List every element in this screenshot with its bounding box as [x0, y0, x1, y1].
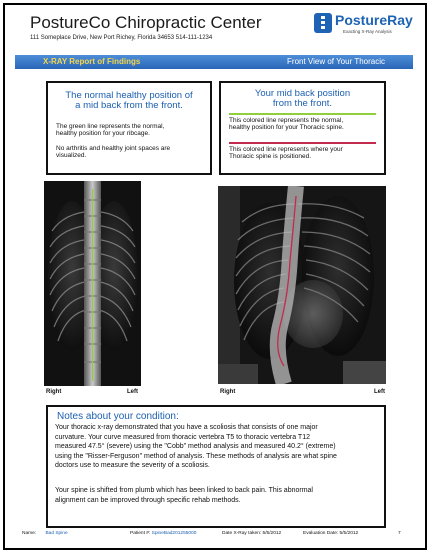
patient-box-text1-line1: This colored line represents the normal, — [229, 117, 344, 124]
footer-name-value: Bad Spine — [45, 531, 68, 536]
footer-patient-label: Patient #: — [130, 531, 151, 536]
normal-line-swatch — [229, 113, 376, 115]
spine-line-swatch — [229, 142, 376, 144]
patient-box-text1 — [229, 117, 344, 131]
notes-p2-line1: Your spine is shifted from plumb which has been linked to back pain. This abnormal — [55, 487, 313, 494]
normal-box-text2-line2: visualized. — [56, 152, 87, 159]
clinic-address: 111 Someplace Drive, New Port Richey, Florida 34653 514-111-1234 — [30, 35, 213, 41]
footer-xray-date: Date X-Ray taken: 5/5/2012 — [222, 531, 282, 536]
patient-xray-image — [218, 186, 386, 384]
banner-subtitle: Front View of Your Thoracic — [287, 57, 385, 66]
notes-title: Notes about your condition: — [57, 411, 179, 422]
footer-page-number: 7 — [398, 531, 401, 536]
normal-box-title-line2: a mid back from the front. — [75, 100, 183, 111]
notes-paragraph-2 — [55, 486, 381, 505]
banner-title: X-RAY Report of Findings — [43, 57, 141, 66]
notes-p1-line5: doctors use to measure the severity of a scoliosis. — [55, 462, 210, 470]
normal-box-text2-line1: No arthritis and healthy joint spaces are — [56, 145, 171, 152]
normal-position-box — [46, 81, 212, 175]
condition-notes-box — [46, 405, 386, 528]
logo-tagline: Exacting X-Ray Analysis — [343, 29, 392, 34]
patient-box-title-line1: Your mid back position — [254, 88, 351, 99]
spine-logo-icon — [313, 12, 333, 34]
footer-name — [22, 531, 68, 536]
notes-p1-line1: Your thoracic x-ray demonstrated that you have a scoliosis that consists of one major — [55, 424, 318, 431]
notes-p2-line2: alignment can be improved through specific rehab methods. — [55, 496, 241, 504]
normal-box-text1-line2: healthy position for your ribcage. — [56, 130, 150, 137]
patient-box-text2-line2: Thoracic spine is positioned. — [229, 153, 312, 160]
logo-wordmark: PostureRay — [335, 12, 413, 28]
normal-xray-right-label: Right — [46, 389, 62, 395]
posture-ray-logo — [313, 12, 413, 38]
patient-box-title-line2: from the front. — [272, 98, 333, 109]
normal-box-text1-line1: The green line represents the normal, — [56, 123, 165, 130]
footer-patient-value: SpineBad201255000 — [151, 531, 197, 536]
normal-box-title — [48, 91, 210, 111]
normal-box-text1 — [56, 123, 164, 137]
normal-box-title-line1: The normal healthy position of — [65, 90, 193, 101]
notes-p1-line4: using the "Risser-Ferguson" method of analysis. These methods of analysis are what spine — [55, 452, 337, 460]
notes-p1-line2: curvature. Your curve measured from thoracic vertebra T5 to thoracic vertebra T12 — [55, 433, 310, 441]
patient-box-text2-line1: This colored line represents where your — [229, 146, 343, 153]
normal-xray-image — [44, 181, 141, 386]
patient-box-title — [221, 89, 384, 109]
footer-eval-date: Evaluation Date: 5/5/2012 — [303, 531, 359, 536]
notes-paragraph-1 — [55, 423, 381, 471]
report-banner — [15, 55, 413, 69]
footer-name-label: Name: — [22, 531, 37, 536]
patient-box-text2 — [229, 146, 343, 160]
clinic-name: PostureCo Chiropractic Center — [30, 13, 262, 32]
normal-box-text2 — [56, 145, 170, 159]
patient-xray-left-label: Left — [374, 389, 385, 395]
notes-p1-line3: measured 47.5° (severe) using the "Cobb" method analysis and measured 40.2° (extreme) — [55, 443, 336, 451]
footer-patient — [130, 531, 196, 536]
patient-position-box — [219, 81, 386, 175]
patient-xray-right-label: Right — [220, 389, 236, 395]
patient-box-text1-line2: healthy position for your Thoracic spine. — [229, 124, 344, 131]
normal-xray-left-label: Left — [127, 389, 138, 395]
